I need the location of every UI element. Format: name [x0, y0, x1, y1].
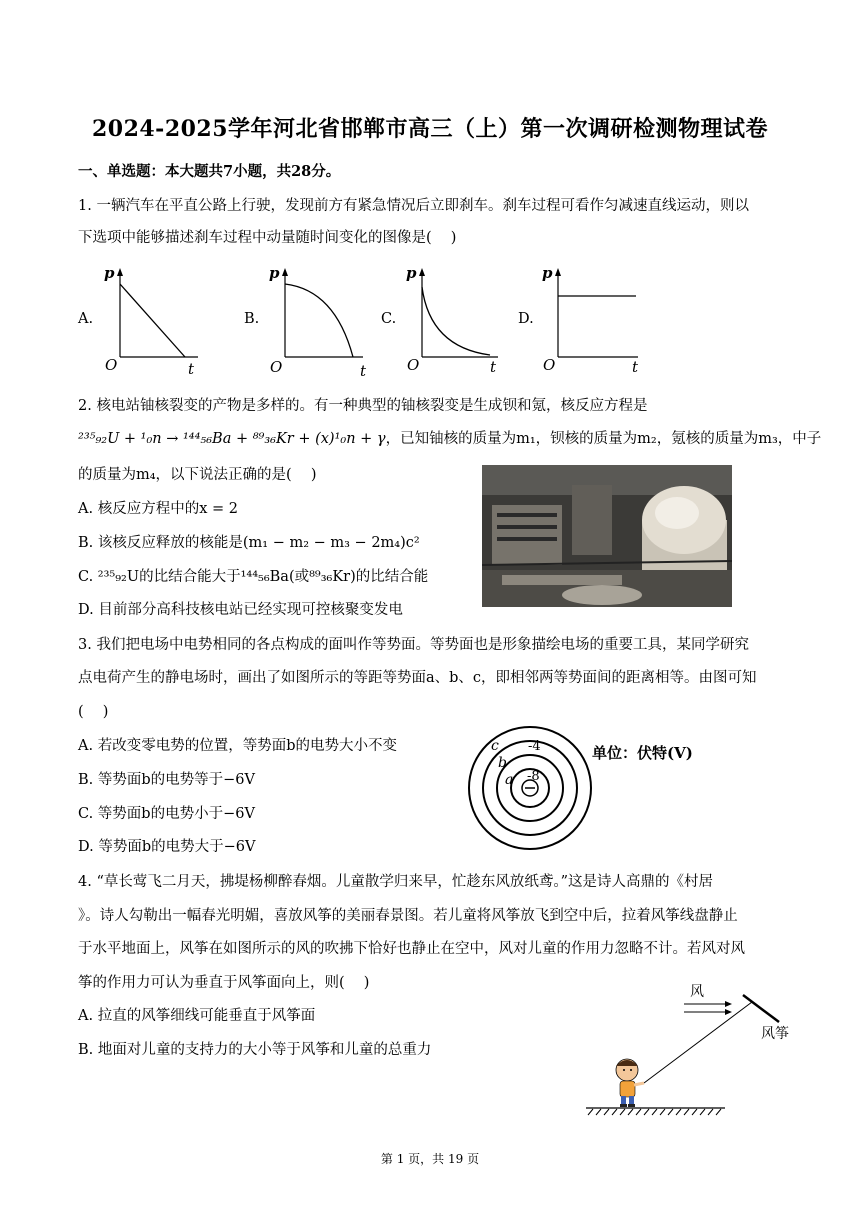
q1-graph-b	[265, 262, 375, 380]
nuclear-plant-photo	[482, 465, 732, 607]
q4-option-b: B. 地面对儿童的支持力的大小等于风筝和儿童的总重力	[78, 1042, 432, 1058]
q4-line4: 筝的作用力可认为垂直于风筝面向上，则( )	[78, 975, 370, 991]
q2-option-b: B. 该核反应释放的核能是(m₁ − m₂ − m₃ − 2m₄)c²	[78, 535, 420, 551]
wind-label: 风	[690, 984, 704, 1000]
q2-line3: 的质量为m₄，以下说法正确的是( )	[78, 467, 317, 483]
svg-text:p: p	[269, 264, 280, 282]
svg-text:t: t	[632, 358, 639, 376]
kite-diagram	[580, 978, 810, 1123]
q2-line2: ，已知铀核的质量为m₁，钡核的质量为m₂，氪核的质量为m₃，中子	[385, 431, 822, 447]
axis-t-label: t	[188, 360, 195, 378]
q2-equation: ²³⁵₉₂U + ¹₀n → ¹⁴⁴₅₆Ba + ⁸⁹₃₆Kr + (x)¹₀n + γ	[78, 431, 386, 447]
potential-value-a: -8	[527, 769, 540, 784]
svg-text:O: O	[407, 356, 420, 374]
q2-option-c: C. ²³⁵₉₂U的比结合能大于¹⁴⁴₅₆Ba(或⁸⁹₃₆Kr)的比结合能	[78, 569, 429, 585]
q1-option-d-label: D.	[518, 311, 534, 327]
q2-line1: 2. 核电站铀核裂变的产物是多样的。有一种典型的铀核裂变是生成钡和氪，核反应方程是	[78, 398, 648, 414]
q3-option-d: D. 等势面b的电势大于−6V	[78, 839, 256, 855]
page-title: 2024-2025学年河北省邯郸市高三（上）第一次调研检测物理试卷	[91, 116, 769, 142]
q4-line3: 于水平地面上，风筝在如图所示的风的吹拂下恰好也静止在空中，风对儿童的作用力忽略不计。若风对风	[78, 941, 745, 957]
surface-c-label: c	[491, 738, 499, 754]
q3-line2: 点电荷产生的静电场时，画出了如图所示的等距等势面a、b、c，即相邻两等势面间的距离相等。由图可知	[78, 670, 757, 686]
q4-option-a: A. 拉直的风筝细线可能垂直于风筝面	[78, 1008, 316, 1024]
section-heading: 一、单选题：本大题共7小题，共28分。	[78, 163, 341, 180]
q3-option-c: C. 等势面b的电势小于−6V	[78, 806, 255, 822]
axis-p-label: p	[104, 264, 115, 282]
q1-graph-a	[100, 262, 200, 380]
q1-graph-c	[402, 262, 502, 380]
origin-label: O	[105, 356, 118, 374]
q4-line2: 》。诗人勾勒出一幅春光明媚，喜放风筝的美丽春景图。若儿童将风筝放飞到空中后，拉着风筝线盘静止	[78, 908, 738, 924]
q1-graph-d	[538, 262, 648, 380]
svg-text:O: O	[543, 356, 556, 374]
page-footer: 第 1 页，共 19 页	[380, 1152, 480, 1166]
svg-text:t: t	[490, 358, 497, 376]
unit-label: 单位：伏特(V)	[592, 744, 693, 762]
q3-line1: 3. 我们把电场中电势相同的各点构成的面叫作等势面。等势面也是形象描绘电场的重要工具，某同学研究	[78, 637, 749, 653]
q1-option-c-label: C.	[381, 311, 397, 327]
q1-line1: 1. 一辆汽车在平直公路上行驶，发现前方有紧急情况后立即刹车。刹车过程可看作匀减速直线运动，则以	[78, 198, 749, 214]
q1-option-a-label: A.	[78, 311, 94, 327]
surface-b-label: b	[498, 755, 507, 771]
potential-value-c: -4	[528, 739, 541, 754]
q2-option-a: A. 核反应方程中的x = 2	[78, 501, 238, 517]
q3-option-a: A. 若改变零电势的位置，等势面b的电势大小不变	[78, 738, 397, 754]
equipotential-diagram	[455, 722, 775, 854]
svg-text:O: O	[270, 358, 283, 376]
q1-option-b-label: B.	[244, 311, 260, 327]
q1-line2: 下选项中能够描述刹车过程中动量随时间变化的图像是( )	[78, 230, 457, 246]
q3-line3: ( )	[78, 704, 109, 720]
surface-a-label: a	[505, 772, 514, 788]
q2-option-d: D. 目前部分高科技核电站已经实现可控核聚变发电	[78, 602, 403, 618]
q4-line1: 4. “草长莺飞二月天，拂堤杨柳醉春烟。儿童散学归来早，忙趁东风放纸鸢。”这是诗人高鼎的《村居	[78, 874, 714, 890]
kite-label: 风筝	[761, 1026, 789, 1042]
svg-text:p: p	[406, 264, 417, 282]
q3-option-b: B. 等势面b的电势等于−6V	[78, 772, 256, 788]
svg-text:t: t	[360, 362, 367, 380]
svg-text:p: p	[542, 264, 553, 282]
